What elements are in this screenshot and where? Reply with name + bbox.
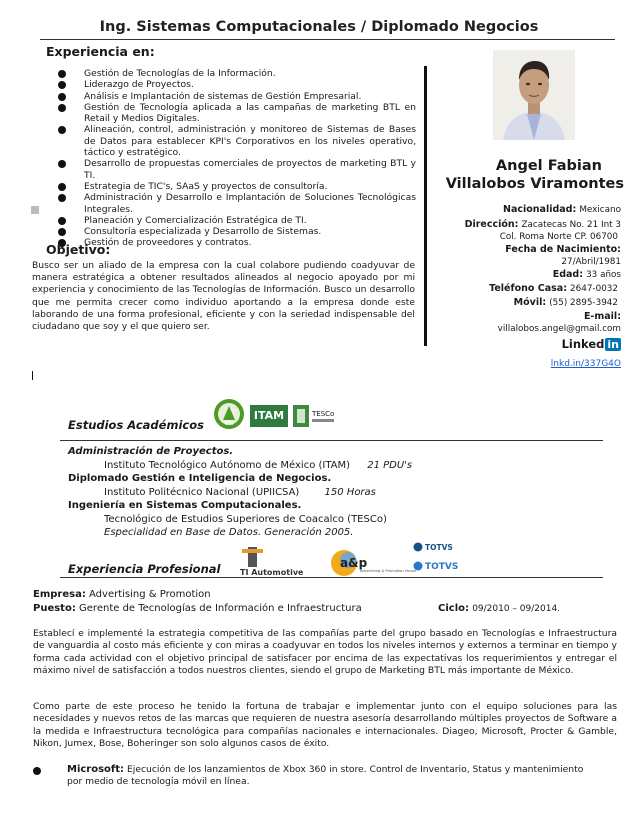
estudio-inst-row [68,486,608,500]
linkedin-word: Linked [561,337,605,351]
tesco-logo-text: TESCo [312,410,335,418]
direccion-value-2: Col. Roma Norte CP. 06700 [499,232,618,242]
direccion-value-1: Zacatecas No. 21 Int 3 [521,220,621,230]
bullet-icon [58,70,66,78]
telefono-value: 2647-0032 [570,284,618,294]
puesto-value: Gerente de Tecnologías de Información e Infraestructura [79,603,362,614]
estudio-inst: Tecnológico de Estudios Superiores de Coacalco (TESCo) [104,513,387,525]
puesto-row [33,603,362,614]
bullet-icon [58,194,66,202]
experiencia-divider [60,577,603,578]
empresa-row [33,589,211,600]
estudios-heading: Estudios Académicos [68,418,204,432]
experiencia-paragraph-1: Establecí e implementé la estrategia competitiva de las compañías parte del grupo basado en Tecnologías e Infraestructura de vanguardia al costo más eficiente y con miras a coadyuvar en todos los niveles internos y externos a terminar en tiempo y forma cada actividad con el objetivo principal de satisfacer por encima de las expectativas los requerimientos y entregar el máximo nivel de satisfacción a todos nuestros clientes, siendo el grupo de Marketing BTL más importante de México. [33,628,617,676]
edad-row [553,269,621,280]
ap-logo-text: a&p [340,556,368,570]
ciclo-row [438,603,560,614]
edad-label: Edad: [552,269,584,280]
microsoft-item [67,764,597,789]
bullet-icon [58,81,66,89]
column-divider [424,66,427,346]
estudio-title: Administración de Proyectos. [68,446,234,457]
estudios-divider [60,440,603,441]
nacionalidad-row [503,204,621,215]
list-item: Gestión de proveedores y contratos. [84,237,416,248]
list-item: Administración y Desarrollo e Implantación de Soluciones Tecnológicas Integrales. [84,192,416,215]
square-marker-icon [31,206,39,214]
ciclo-label: Ciclo: [438,603,469,614]
microsoft-label: Microsoft: [67,764,125,775]
list-item: Gestión de Tecnología aplicada a las campañas de marketing BTL en Retail y Medios Digitales. [84,102,416,125]
nacionalidad-label: Nacionalidad: [503,204,577,215]
nacimiento-label: Fecha de Nacimiento: [505,244,621,255]
list-item: Desarrollo de propuestas comerciales de proyectos de marketing BTL y TI. [84,158,416,181]
ti-automotive-emblem-icon [240,547,326,577]
person-photo-icon [493,50,575,140]
bullet-icon [58,183,66,191]
telefono-row [489,283,618,294]
puesto-label: Puesto: [33,603,76,614]
linkedin-link[interactable]: lnkd.in/337G4O [550,359,621,369]
estudio-inst: Instituto Politécnico Nacional (UPIICSA) [104,486,300,498]
totvs-text-1: TOTVS [425,543,453,552]
estudio-inst-row [68,459,608,473]
ciclo-value: 09/2010 – 09/2014. [472,604,561,614]
list-item [68,445,608,472]
telefono-label: Teléfono Casa: [489,283,568,294]
totvs-emblem-icon [412,540,462,576]
direccion-label: Dirección: [464,219,519,230]
page-title: Ing. Sistemas Computacionales / Diplomado Negocios [99,19,539,35]
name-line-1: Angel Fabian [495,158,602,174]
direccion-row [465,219,621,230]
estudio-extra: 21 PDU's [367,459,413,471]
ap-subtitle: Advertising & Promotion House [360,569,417,573]
movil-value: (55) 2895-3942 [549,298,618,308]
nacimiento-value: 27/Abril/1981 [561,257,621,267]
estudio-inst: Instituto Tecnológico Autónomo de México (ITAM) [104,459,351,471]
bullet-icon [58,104,66,112]
movil-row [514,297,618,308]
name-line-2: Villalobos Viramontes [445,176,624,192]
bullet-icon [58,160,66,168]
list-item: Liderazgo de Proyectos. [84,79,416,90]
profile-photo [493,50,575,140]
ap-logo [330,545,417,579]
objetivo-text: Busco ser un aliado de la empresa con la cual colabore pudiendo coadyuvar de manera estratégica a obtener resultados alineados al negocio apoyado por mi experiencia y conocimiento de las Tecnologías de Información. Busco un desarrollo que me permita crecer como individuo aportando a la empresa donde este laborando de una forma profesional, eficiente y con la seriedad indispensable del ciudadano que soy y el que quiero ser. [32,260,415,333]
title-divider [40,39,615,40]
bullet-icon [58,126,66,134]
list-item: Alineación, control, administración y monitoreo de Sistemas de Bases de Datos para establecer KPI's Corporativos en los niveles operativo, táctico y estratégico. [84,124,416,158]
experiencia-list [84,68,416,249]
experiencia-profesional-heading: Experiencia Profesional [68,562,221,576]
bullet-icon [58,228,66,236]
list-item: Planeación y Comercialización Estratégica de TI. [84,215,416,226]
ipn-logo [213,398,245,430]
text-cursor [32,371,33,380]
email-label: E-mail: [583,311,621,322]
empresa-label: Empresa: [33,589,86,600]
bullet-icon [58,217,66,225]
email-value[interactable]: villalobos.angel@gmail.com [497,324,621,334]
list-item [68,499,608,540]
linkedin-logo [562,337,621,351]
empresa-value: Advertising & Promotion [89,589,211,600]
estudio-title: Diplomado Gestión e Inteligencia de Negocios. [68,473,332,484]
estudio-extra: 150 Horas [324,486,376,498]
ti-automotive-logo [240,547,326,577]
objetivo-heading: Objetivo: [46,242,111,257]
ipn-emblem-icon [213,398,245,430]
ap-emblem-icon [330,545,417,579]
totvs-logos [412,540,462,576]
nacionalidad-value: Mexicano [579,205,621,215]
ipn-logo-text: IPN [224,421,234,427]
estudio-extra: Especialidad en Base de Datos. Generación 2005. [104,527,354,538]
list-item: Estrategia de TIC's, SAaS y proyectos de consultoría. [84,181,416,192]
tesco-logo [293,403,337,429]
estudio-title: Ingeniería en Sistemas Computacionales. [68,500,302,511]
edad-value: 33 años [586,270,621,280]
linkedin-icon: in [607,338,619,351]
itam-logo: ITAM [250,405,288,427]
list-item: Análisis e Implantación de sistemas de Gestión Empresarial. [84,91,416,102]
experiencia-paragraph-2: Como parte de este proceso he tenido la fortuna de trabajar e implementar junto con el equipo soluciones para las necesidades y nuevos retos de las marcas que requieren de nuestra asesoría desarrollando múltiples proyectos de Software a la medida e Infraestructura tecnológica para compañías nacionales e internacionales. Diageo, Microsoft, Procter & Gamble, Nikon, Jumex, Bose, Boheringer son solo algunos casos de éxito. [33,701,617,749]
movil-label: Móvil: [513,297,547,308]
estudios-list [68,445,608,540]
experiencia-heading: Experiencia en: [46,44,155,59]
list-item: Consultoría especializada y Desarrollo de Sistemas. [84,226,416,237]
tesco-emblem-icon [293,403,337,429]
bullet-icon [33,767,41,775]
list-item [68,472,608,499]
bullet-icon [58,93,66,101]
totvs-text-2: TOTVS [425,562,459,572]
microsoft-text: Ejecución de los lanzamientos de Xbox 360 in store. Control de Inventario, Status y mantenimiento por medio de tecnología móvil en línea. [67,764,584,788]
list-item: Gestión de Tecnologías de la Información. [84,68,416,79]
ti-automotive-text: TI Automotive [240,568,304,577]
